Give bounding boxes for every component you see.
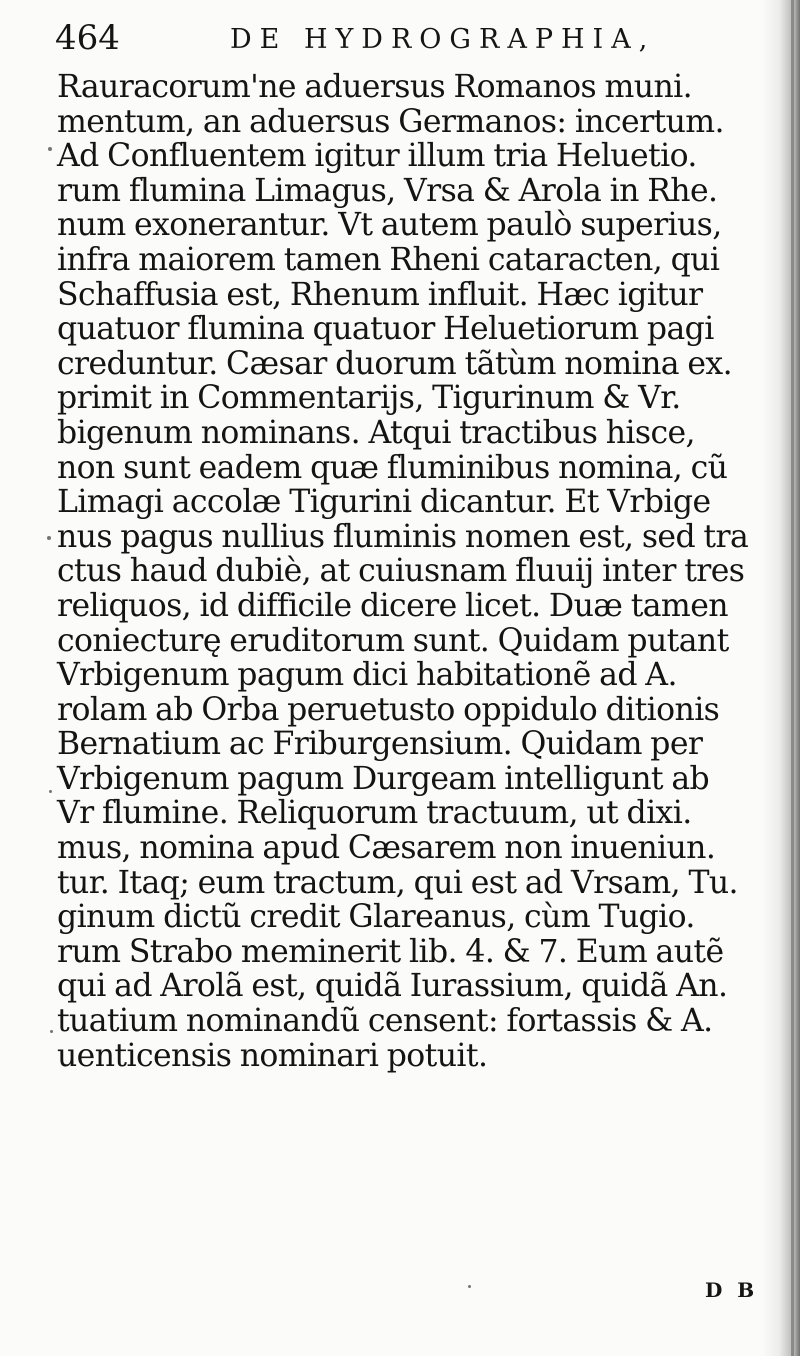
text-line: tuatium nominandũ censent: fortassis & A. — [57, 1003, 713, 1040]
text-line: Schaffusia est, Rhenum influit. Hæc igitur — [57, 276, 703, 313]
text-line: Ad Confluentem igitur illum tria Heluetio. — [57, 138, 697, 175]
text-line: uenticensis nominari potuit. — [57, 1037, 488, 1074]
text-line: quatuor flumina quatuor Heluetiorum pagi — [57, 311, 714, 348]
text-line: infra maiorem tamen Rheni cataracten, qui — [57, 241, 720, 278]
ink-speck — [49, 790, 52, 793]
text-line: coniecturę eruditorum sunt. Quidam putant — [57, 622, 729, 659]
text-line: rum flumina Limagus, Vrsa & Arola in Rhe. — [57, 172, 718, 209]
text-line: ctus haud dubiè, at cuiusnam fluuij inter tres — [57, 553, 745, 590]
page-number: 464 — [55, 18, 120, 58]
ink-speck — [48, 147, 52, 151]
text-line: tur. Itaq; eum tractum, qui est ad Vrsam, Tu. — [57, 864, 738, 901]
text-line: bigenum nominans. Atqui tractibus hisce, — [57, 414, 695, 451]
text-line: creduntur. Cæsar duorum tãtùm nomina ex. — [57, 345, 732, 382]
text-line: primit in Commentarijs, Tigurinum & Vr. — [57, 380, 681, 417]
page-header — [55, 14, 695, 66]
text-line: mus, nomina apud Cæsarem non inueniun. — [57, 830, 716, 867]
text-line: Vrbigenum pagum Durgeam intelligunt ab — [57, 760, 710, 797]
body-text — [57, 70, 769, 1073]
text-line: reliquos, id difficile dicere licet. Duæ tamen — [57, 587, 728, 624]
text-line: Limagi accolæ Tigurini dicantur. Et Vrbige — [57, 484, 711, 521]
ink-speck — [50, 1030, 53, 1033]
text-line: num exonerantur. Vt autem paulò superius, — [57, 207, 722, 244]
ink-speck — [47, 536, 51, 540]
text-line: Vrbigenum pagum dici habitationẽ ad A. — [57, 657, 677, 694]
text-line: Vr flumine. Reliquorum tractuum, ut dixi. — [57, 795, 692, 832]
text-line: rolam ab Orba peruetusto oppidulo ditionis — [57, 691, 720, 728]
text-line: rum Strabo meminerit lib. 4. & 7. Eum autẽ — [57, 933, 724, 970]
text-line: Rauracorum'ne aduersus Romanos muni. — [57, 69, 693, 105]
binding-edge — [791, 0, 794, 1356]
text-line: qui ad Arolã est, quidã Iurassium, quidã An. — [57, 968, 728, 1005]
text-line: mentum, an aduersus Germanos: incertum. — [57, 103, 724, 140]
text-line: Bernatium ac Friburgensium. Quidam per — [57, 726, 703, 763]
text-line: ginum dictũ credit Glareanus, cùm Tugio. — [57, 899, 695, 936]
catchword: D B — [705, 1278, 759, 1302]
running-title: DE HYDROGRAPHIA, — [230, 24, 656, 55]
text-line: nus pagus nullius fluminis nomen est, sed tra — [57, 518, 749, 555]
ink-speck — [468, 1285, 471, 1288]
text-line: non sunt eadem quæ fluminibus nomina, cũ — [57, 449, 728, 486]
